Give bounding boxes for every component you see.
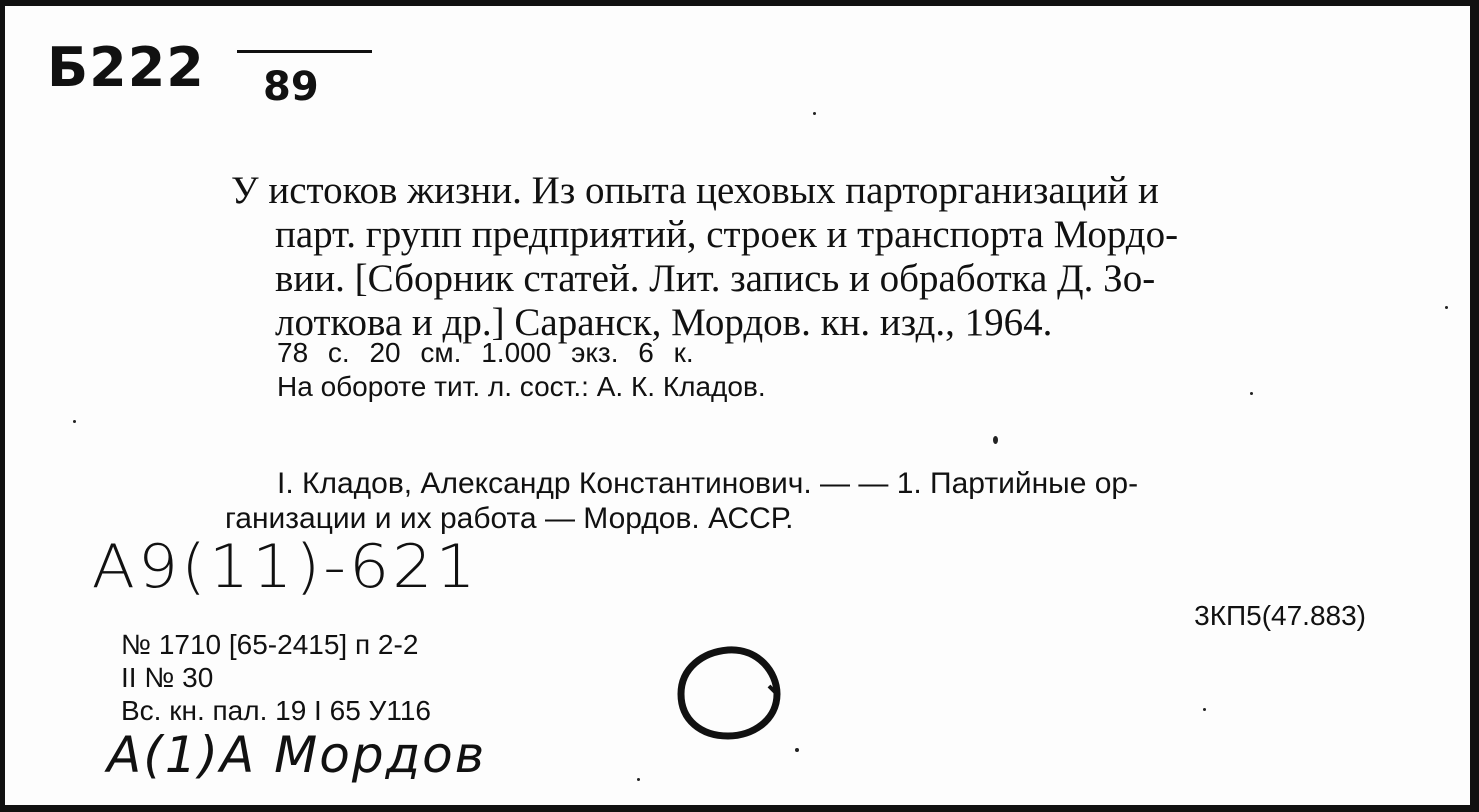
shelfmark-sub: 89 [263,64,319,110]
imprint-line: Вс. кн. пал. 19 I 65 У116 [121,695,431,726]
ink-speck [1203,708,1206,711]
subject-line: ганизации и их работа — Мордов. АССР. [225,502,794,535]
handwritten-code: А9(11)-621 [91,532,479,602]
shelfmark-rule [237,50,372,53]
print-imprint [121,628,431,727]
ink-speck [993,436,998,444]
title-line: лоткова и др.] Саранск, Мордов. кн. изд., 1964. [275,301,1053,344]
circle-icon [673,642,783,742]
title-line: вии. [Сборник статей. Лит. запись и обработка Д. Зо- [275,257,1156,300]
ink-speck [73,420,76,423]
compiler-note: На обороте тит. л. сост.: А. К. Кладов. [277,371,766,402]
subject-headings [225,466,1385,536]
title-line: У истоков жизни. Из опыта цеховых парторганизаций и [231,169,1159,212]
shelfmark-main: Б222 [47,36,205,99]
collation: 78 с. 20 см. 1.000 экз. 6 к. [277,337,694,368]
imprint-line: № 1710 [65-2415] п 2-2 [121,629,419,660]
ink-speck [637,778,640,781]
handwritten-location: А(1)А Мордов [107,726,487,784]
ink-speck [813,112,816,115]
title-line: парт. групп предприятий, строек и транспорта Мордо- [275,213,1179,256]
subject-line: I. Кладов, Александр Константинович. — — 1. Партийные ор- [277,467,1139,500]
ink-speck [1250,392,1253,395]
bibliographic-entry [231,169,1391,345]
ink-speck [795,748,799,752]
classification-index: 3КП5(47.883) [1194,600,1366,631]
ink-speck [1445,306,1448,309]
imprint-line: II № 30 [121,662,214,693]
